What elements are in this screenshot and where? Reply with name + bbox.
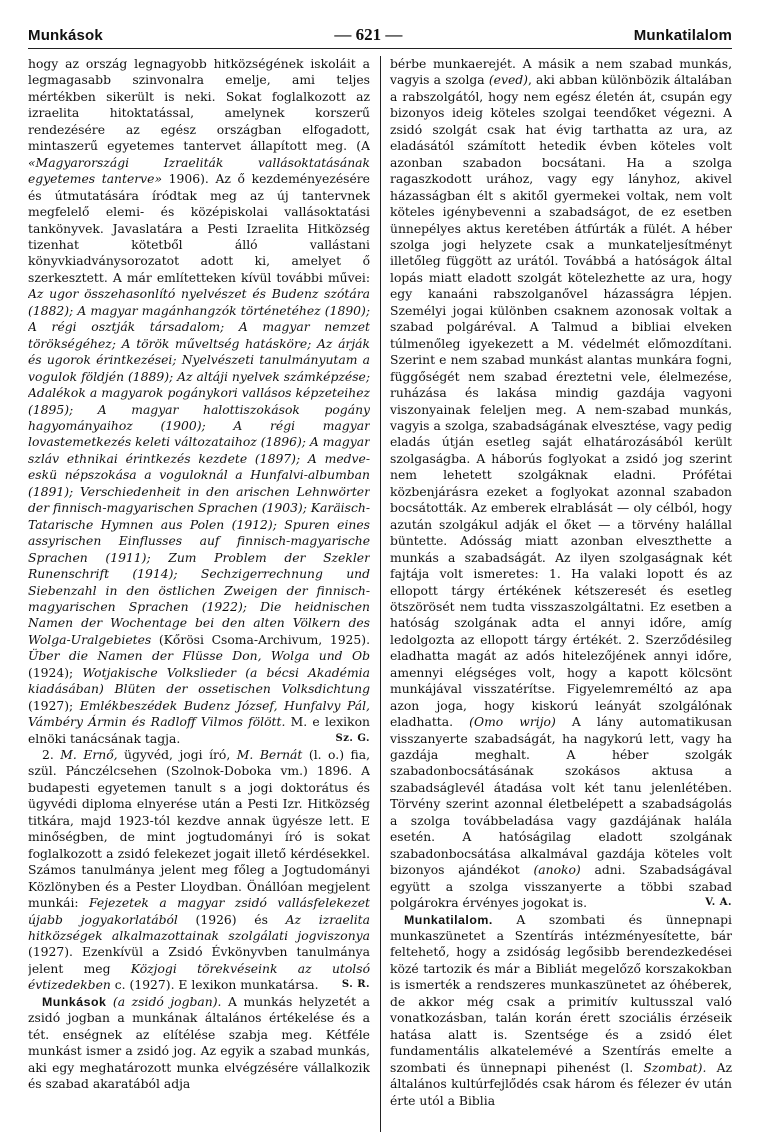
header-right-title: Munkatilalom <box>633 26 732 44</box>
headword: Munkatilalom. <box>404 912 493 927</box>
paragraph: hogy az ország legnagyobb hitközségének iskoláit a legmagasabb szinvonalra emelje, ami teljes mértékben sikerült is neki. Sokat foglalkozott az izraelita hitoktatással, amelynek korszerű rendezésére az egész országban elfogadott, mintaszerű egyetemes tantervet állapított meg. (A «Magyarországi Izraeliták vallásoktatásának egyetemes tanterve» 1906). Az ő kezdeményezésére és útmutatására íródtak meg az új tantervnek megfelelő elemi- és középiskolai vallásoktatási tankönyvek. Javaslatára a Pesti Izraelita Hitközség tizenhat kötetből álló vallástani könyvkiadványsorozatot adott ki, amelyet ő szerkesztett. A már említetteken kívül további művei: Az ugor összehasonlító nyelvészet és Budenz szótára (1882); A magyar magánhangzók történetéhez (1890); A régi osztják társadalom; A magyar nemzet törökségéhez; A török műveltség hatásköre; Az árják és ugorok érintkezései; Nyelvészeti tanulmányutam a vogulok földjén (1889); Az altáji nyelvek számképzése; Adalékok a magyarok pogánykori vallásos képzeteihez (1895); A magyar halottiszokások pogány hagyományaihoz (1900); A régi magyar lovastemetkezés keleti változataihoz (1896); A magyar szláv ethnikai érintkezés kezdete (1897); A medve-eskü népszokása a voguloknál a Hunfalvi-albumban (1891); Verschiedenheit in den arischen Lehnwörter der finnisch-magyarischen Sprachen (1903); Karäisch-Tatarische Hymnen aus Polen (1912); Spuren eines assyrischen Einflusses auf finnisch-magyarische Sprachen (1911); Zum Problem der Szekler Runenschrift (1914); Sechzigerrechnung und Siebenzahl in den östlichen Zweigen der finnisch-magyarischen Sprachen (1922); Die heidnischen Namen der Wochentage bei den alten Völkern des Wolga-Uralgebietes (Kőrösi Csoma-Archivum, 1925). Über die Namen der Flüsse Don, Wolga und Ob (1924); Wotjakische Volkslieder (a bécsi Akadémia kiadásában) Blüten der ossetischen Volksdichtung (1927); Emlékbeszédek Budenz József, Hunfalvy Pál, Vámbéry Ármin és Radloff Vilmos fölött. M. e lexikon elnöki tanácsának tagja. Sz. G. <box>28 57 370 746</box>
right-column <box>380 56 732 1132</box>
author-signature: V. A. <box>705 897 732 909</box>
entry-munkasok: Munkások (a zsidó jogban). A munkás helyzetét a zsidó jogban a munkának általános értékelése és a tét. enségnek az elítélése szabja meg. Kétféle munkást ismer a zsidó jog. Az egyik a szabad munkás, aki egy meghatározott munka elvégzésére vállalkozik és szabad akaratából adja <box>28 994 370 1092</box>
header-left-title: Munkások <box>28 26 103 44</box>
entry-munkatilalom: Munkatilalom. A szombati és ünnepnapi munkaszünetet a Szentírás intézményesítette, bár feltehető, hogy a zsidóság legősibb berendezkedései közé tartozik és már a Bibliát megelőző korszakokban is ismerték a rendszeres munkaszünetet az óhéberek, de akkor még csak a primitív kultusszal való vonatkozásban, talán korán érett szociális érzéseik hatása alatt is. Szentsége és a zsidó élet fundamentális alkatelemévé a Szentírás emelte a szombati és ünnepnapi pihenést (l. Szombat). Az általános kultúrfejlődés csak három és félezer év után érte utól a Biblia <box>390 912 732 1108</box>
paragraph: bérbe munkaerejét. A másik a nem szabad munkás, vagyis a szolga (eved), aki abban különbözik általában a rabszolgától, hogy nem egész életén át, csupán egy bizonyos ideig köteles szolgai teendőket végezni. A zsidó szolgát csak hat évig tarthatta az ura, az eladásától számított hetedik évben köteles volt azonban szabadon bocsátani. Ha a szolga ragaszkodott urához, vagy egy lányhoz, akivel házasságban élt s akitől gyermekei voltak, nem volt köteles igénybevenni a szabadságot, de ez esetben ünnepélyes aktus keretében átfúrták a fülét. A héber szolga jogi helyzete csak a munkateljesítményt illetőleg függött az urától. Továbbá a hatóságok által lopás miatt eladott szolgát kötelezhette az ura, hogy egy kanaáni rabszolganővel házasságra lépjen. Személyi jogai különben csaknem azonosak voltak a szabad polgáréval. A Talmud a bibliai elveken túlmenőleg igyekezett a M. védelmét előmozdítani. Szerint e nem szabad munkást alantas munkára fogni, függőségét nem szabad éreztetni vele, élelmezése, ruházása és lakása mindig gazdája vagyoni viszonyainak feleljen meg. A nem-szabad munkás, vagyis a szolga, szabadságának elvesztése, vagy pedig eladás útján esetleg saját elhatározásából került szolgaságba. A háborús foglyokat a zsidó jog szerint nem lehetett szolgáknak eladni. Prófétai közbenjárásra ezeket a foglyokat azonnal szabadon bocsátották. Az emberek elrablását — oly célból, hogy azután szolgákul adják el őket — a törvény halállal büntette. Adósság miatt azonban elveszthette a munkás a szabadságát. Az ilyen szolgaságnak két fajtája volt ismeretes: 1. Ha valaki lopott és az ellopott tárgy értékének kétszeresét és esetleg ötszörösét nem tudta visszaszolgáltatni. Ez esetben a hatóság szolgának adta el annyi időre, amíg ledolgozta az ellopott tárgy értékét. 2. Szerződésileg eladhatta magát az adós hitelezőjének annyi időre, amennyi elégséges volt, hogy a kapott kölcsönt munkájával visszatérítse. Figyelemreméltó az apa azon joga, hogy kiskorú leányát szolgálónak eladhatta. (Omo wrijo) A lány automatikusan visszanyerte szabadságát, ha nagykorú lett, vagy ha gazdája meghalt. A héber szolgák szabadonbocsátásának szokásos aktusa a szabadságlevél átadása volt két tanu jelenlétében. Törvény szerint azonnal életbelépett a szabadságolás a szolga továbbeladása vagy gazdájának halála esetén. A hatóságilag eladott szolgának szabadonbocsátása alkalmával gazdája köteles volt bizonyos ajándékot (anoko) adni. Szabadságával együtt a szolga visszanyerte a többi szabad polgárokra érvényes jogokat is. V. A. <box>390 57 732 911</box>
page-header <box>28 24 732 49</box>
author-signature: Sz. G. <box>335 732 370 744</box>
author-signature: S. R. <box>341 979 370 991</box>
text-columns <box>28 56 732 1132</box>
left-column <box>28 56 370 1132</box>
headword: Munkások <box>42 994 107 1009</box>
paragraph: 2. M. Ernő, ügyvéd, jogi író, M. Bernát (l. o.) fia, szül. Pánczélcsehen (Szolnok-Doboka vm.) 1896. A budapesti egyetemen tanult s a jogi doktorátus és ügyvédi diploma elnyerése után a Pesti Izr. Hitközség titkára, majd 1923-tól kezdve annak ügyésze lett. E minőségben, de mint jogtudományi író is sokat foglalkozott a zsidó felekezet jogait illető kérdésekkel. Számos tanulmánya jelent meg főleg a Jogtudományi Közlönyben és a Pester Lloydban. Önállóan megjelent munkái: Fejezetek a magyar zsidó vallásfelekezet újabb jogyakorlatából (1926) és Az izraelita hitközségek alkalmazottainak szolgálati jogviszonya (1927). Ezenkívül a Zsidó Évkönyvben tanulmánya jelent meg Közjogi törekvéseink az utolsó évtizedekben c. (1927). E lexikon munkatársa. S. R. <box>28 748 370 993</box>
page-number: — 621 — <box>334 25 403 44</box>
